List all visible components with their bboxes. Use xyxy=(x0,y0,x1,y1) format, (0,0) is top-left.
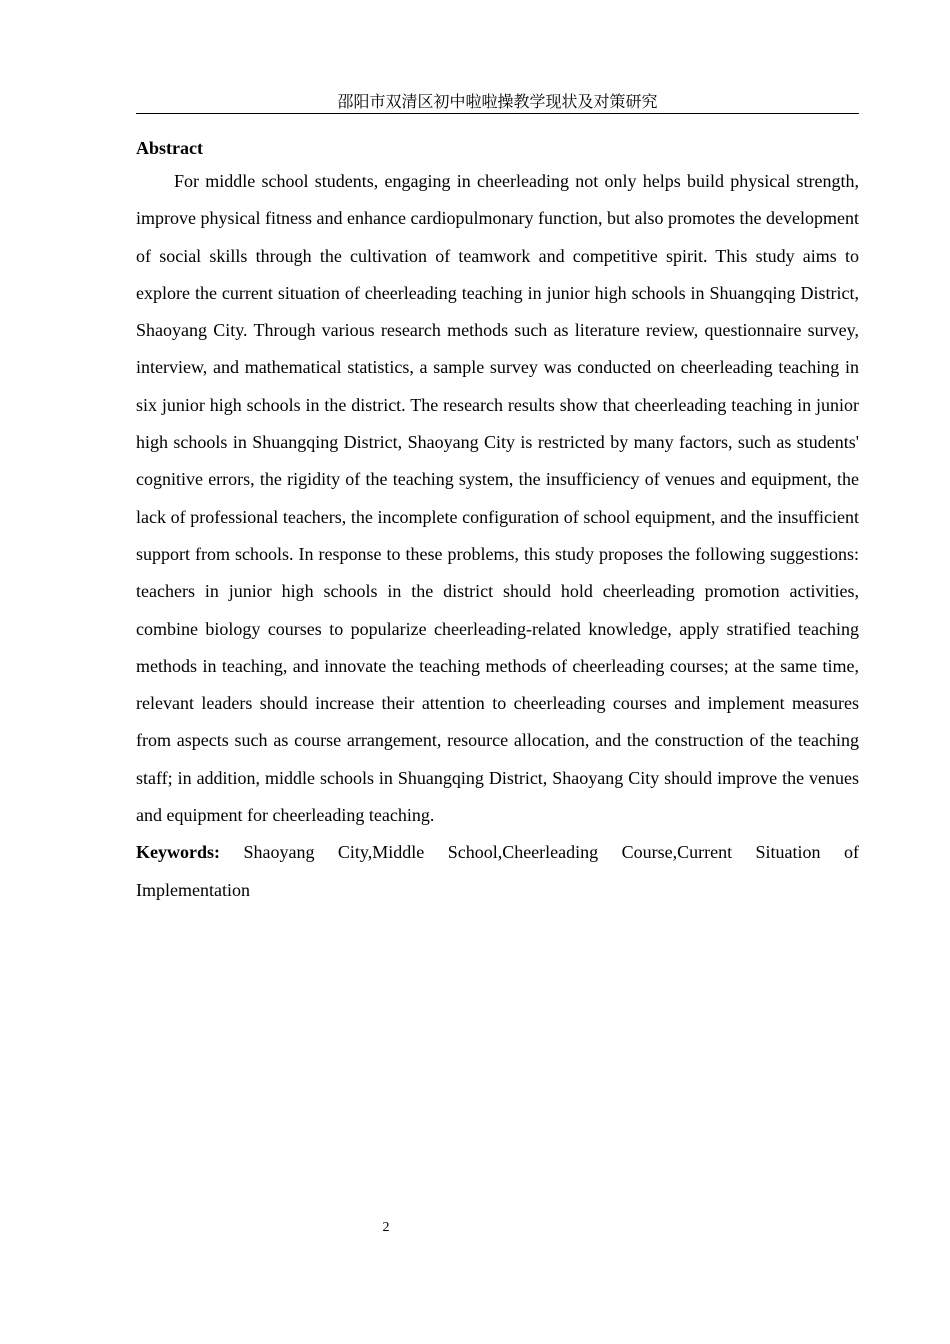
keywords-line xyxy=(136,834,859,909)
running-header xyxy=(136,90,859,114)
page-number: 2 xyxy=(382,1220,390,1235)
keywords-label: Keywords: xyxy=(136,842,220,863)
keywords-text: Shaoyang City,Middle School,Cheerleading Course,Current Situation of Implementation xyxy=(136,842,859,900)
running-title: 邵阳市双清区初中啦啦操教学现状及对策研究 xyxy=(337,92,658,111)
abstract-body: For middle school students, engaging in cheerleading not only helps build physical strength, improve physical fitness and enhance cardiopulmonary function, but also promotes the development of social skills through the cultivation of teamwork and competitive spirit. This study aims to explore the current situation of cheerleading teaching in junior high schools in Shuangqing District, Shaoyang City. Through various research methods such as literature review, questionnaire survey, interview, and mathematical statistics, a sample survey was conducted on cheerleading teaching in six junior high schools in the district. The research results show that cheerleading teaching in junior high schools in Shuangqing District, Shaoyang City is restricted by many factors, such as students' cognitive errors, the rigidity of the teaching system, the insufficiency of venues and equipment, the lack of professional teachers, the incomplete configuration of school equipment, and the insufficient support from schools. In response to these problems, this study proposes the following suggestions: teachers in junior high schools in the district should hold cheerleading promotion activities, combine biology courses to popularize cheerleading-related knowledge, apply stratified teaching methods in teaching, and innovate the teaching methods of cheerleading courses; at the same time, relevant leaders should increase their attention to cheerleading courses and implement measures from aspects such as course arrangement, resource allocation, and the construction of the teaching staff; in addition, middle schools in Shuangqing District, Shaoyang City should improve the venues and equipment for cheerleading teaching. xyxy=(136,171,859,826)
abstract-heading: Abstract xyxy=(136,138,203,158)
abstract-section xyxy=(136,133,859,909)
